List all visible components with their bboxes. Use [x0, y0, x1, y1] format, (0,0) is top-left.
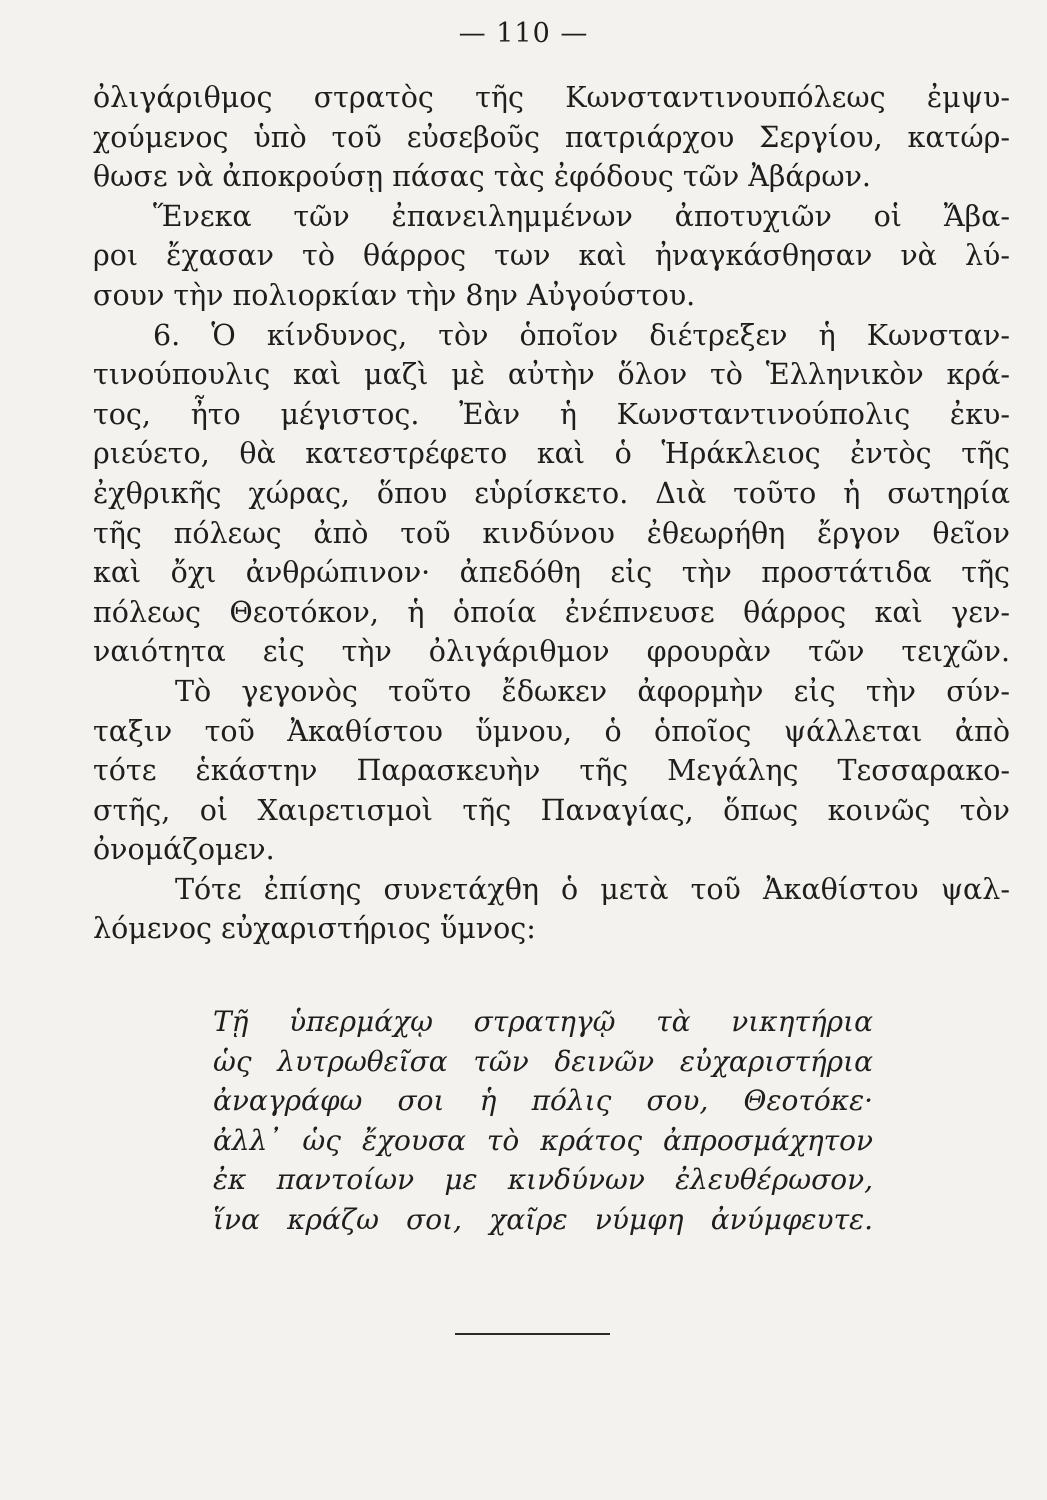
hymn-block	[213, 1002, 873, 1239]
text-line: ριεύετο, θὰ κατεστρέφετο καὶ ὁ Ἡράκλειος ἐντὸς τῆς	[93, 437, 1010, 471]
text-line: ταξιν τοῦ Ἀκαθίστου ὕμνου, ὁ ὁποῖος ψάλλεται ἀπὸ	[93, 714, 1010, 748]
text-line: πόλεως Θεοτόκον, ἡ ὁποία ἐνέπνευσε θάρρος καὶ γεν-	[93, 595, 1010, 629]
text-line: χούμενος ὑπὸ τοῦ εὐσεβοῦς πατριάρχου Σεργίου, κατώρ-	[93, 120, 1010, 154]
body-text	[93, 78, 1010, 949]
hymn-verse: ἀναγράφω σοι ἡ πόλις σου, Θεοτόκε·	[213, 1084, 873, 1117]
page-number: — 110 —	[458, 18, 589, 49]
text-line: 6. Ὁ κίνδυνος, τὸν ὁποῖον διέτρεξεν ἡ Κωνσταν-	[153, 318, 1010, 352]
text-line: τότε ἑκάστην Παρασκευὴν τῆς Μεγάλης Τεσσαρακο-	[93, 754, 1010, 788]
text-line: ναιότητα εἰς τὴν ὀλιγάριθμον φρουρὰν τῶν τειχῶν.	[93, 635, 1010, 669]
text-line: Τὸ γεγονὸς τοῦτο ἔδωκεν ἀφορμὴν εἰς τὴν σύν-	[175, 674, 1010, 708]
text-line: τινούπουλις καὶ μαζὶ μὲ αὐτὴν ὅλον τὸ Ἑλληνικὸν κρά-	[93, 358, 1010, 392]
hymn-verse: ἀλλ᾽ ὡς ἔχουσα τὸ κράτος ἀπροσμάχητον	[213, 1123, 873, 1157]
text-line: στῆς, οἱ Χαιρετισμοὶ τῆς Παναγίας, ὅπως κοινῶς τὸν	[93, 793, 1010, 827]
closing-rule	[455, 1333, 610, 1335]
text-line: Ἕνεκα τῶν ἐπανειλημμένων ἀποτυχιῶν οἱ Ἄβα-	[153, 199, 1010, 233]
hymn-verse: ἐκ παντοίων με κινδύνων ἐλευθέρωσον,	[213, 1163, 873, 1196]
hymn-verse: Τῇ ὑπερμάχῳ στρατηγῷ τὰ νικητήρια	[213, 1005, 873, 1038]
text-line: σουν τὴν πολιορκίαν τὴν 8ην Αὐγούστου.	[93, 278, 696, 312]
hymn-verse: ἵνα κράζω σοι, χαῖρε νύμφη ἀνύμφευτε.	[213, 1202, 873, 1236]
text-line: τῆς πόλεως ἀπὸ τοῦ κινδύνου ἐθεωρήθη ἔργον θεῖον	[93, 516, 1010, 550]
text-line: Τότε ἐπίσης συνετάχθη ὁ μετὰ τοῦ Ἀκαθίστου ψαλ-	[175, 872, 1010, 906]
text-line: τος, ἦτο μέγιστος. Ἐὰν ἡ Κωνσταντινούπολις ἐκυ-	[93, 397, 1010, 431]
text-line: καὶ ὄχι ἀνθρώπινον· ἀπεδόθη εἰς τὴν προστάτιδα τῆς	[93, 556, 1010, 590]
text-line: λόμενος εὐχαριστήριος ὕμνος:	[93, 912, 536, 946]
text-line: ἐχθρικῆς χώρας, ὅπου εὑρίσκετο. Διὰ τοῦτο ἡ σωτηρία	[93, 476, 1010, 510]
text-line: ὀνομάζομεν.	[93, 833, 275, 867]
text-line: ὀλιγάριθμος στρατὸς τῆς Κωνσταντινουπόλεως ἐμψυ-	[93, 81, 1010, 114]
text-line: θωσε νὰ ἀποκρούσῃ πάσας τὰς ἐφόδους τῶν Ἀβάρων.	[93, 160, 871, 194]
text-line: ροι ἔχασαν τὸ θάρρος των καὶ ἠναγκάσθησαν νὰ λύ-	[93, 239, 1010, 273]
hymn-verse: ὡς λυτρωθεῖσα τῶν δεινῶν εὐχαριστήρια	[213, 1044, 873, 1078]
